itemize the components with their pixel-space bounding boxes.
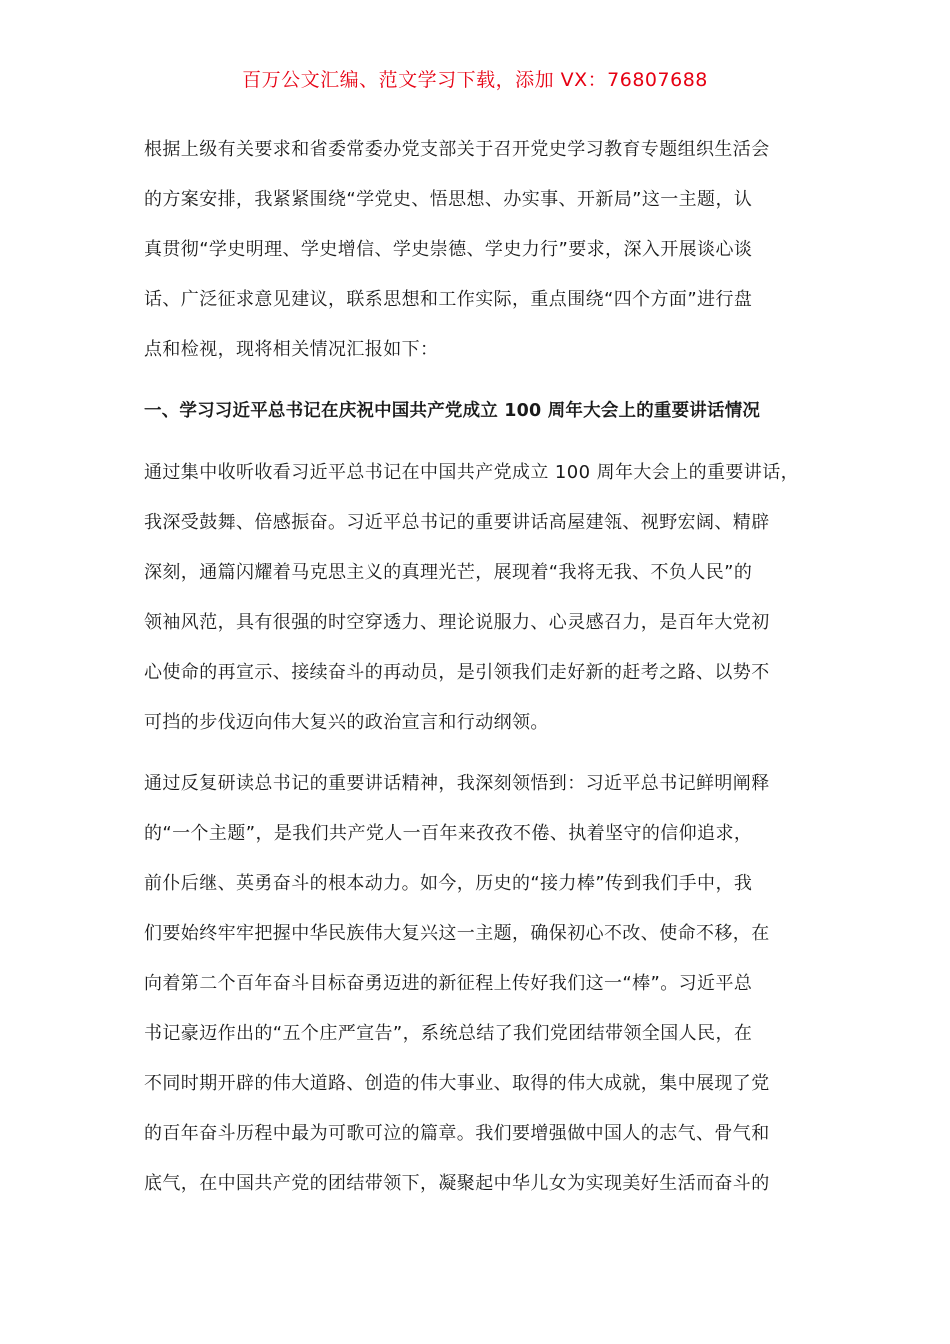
watermark-header: 百万公文汇编、范文学习下载，添加 VX：76807688 (242, 69, 708, 91)
para1-line-2: 我深受鼓舞、倍感振奋。习近平总书记的重要讲话高屋建瓴、视野宏阔、精辟 (144, 512, 770, 533)
para1-line-6: 可挡的步伐迈向伟大复兴的政治宣言和行动纲领。 (144, 712, 549, 733)
para2-line-1: 通过反复研读总书记的重要讲话精神，我深刻领悟到：习近平总书记鲜明阐释 (144, 773, 770, 794)
intro-line-2: 的方案安排，我紧紧围绕“学党史、悟思想、办实事、开新局”这一主题，认 (144, 189, 753, 210)
para2-line-7: 不同时期开辟的伟大道路、创造的伟大事业、取得的伟大成就，集中展现了党 (144, 1073, 770, 1094)
para2-line-4: 们要始终牢牢把握中华民族伟大复兴这一主题，确保初心不改、使命不移，在 (144, 923, 770, 944)
intro-line-1: 根据上级有关要求和省委常委办党支部关于召开党史学习教育专题组织生活会 (144, 139, 770, 160)
intro-line-5: 点和检视，现将相关情况汇报如下： (144, 339, 439, 360)
section-1-heading: 一、学习习近平总书记在庆祝中国共产党成立 100 周年大会上的重要讲话情况 (144, 401, 761, 421)
para2-line-6: 书记豪迈作出的“五个庄严宣告”，系统总结了我们党团结带领全国人民，在 (144, 1023, 753, 1044)
para2-line-2: 的“一个主题”，是我们共产党人一百年来孜孜不倦、执着坚守的信仰追求， (144, 823, 753, 844)
para1-line-3: 深刻，通篇闪耀着马克思主义的真理光芒，展现着“我将无我、不负人民”的 (144, 562, 753, 583)
para1-line-1: 通过集中收听收看习近平总书记在中国共产党成立 100 周年大会上的重要讲话， (144, 462, 799, 483)
para1-line-5: 心使命的再宣示、接续奋斗的再动员，是引领我们走好新的赶考之路、以势不 (144, 662, 770, 683)
para1-line-4: 领袖风范，具有很强的时空穿透力、理论说服力、心灵感召力，是百年大党初 (144, 612, 770, 633)
para2-line-3: 前仆后继、英勇奋斗的根本动力。如今，历史的“接力棒”传到我们手中，我 (144, 873, 753, 894)
para2-line-5: 向着第二个百年奋斗目标奋勇迈进的新征程上传好我们这一“棒”。习近平总 (144, 973, 753, 994)
para2-line-9: 底气，在中国共产党的团结带领下，凝聚起中华儿女为实现美好生活而奋斗的 (144, 1173, 770, 1194)
para2-line-8: 的百年奋斗历程中最为可歌可泣的篇章。我们要增强做中国人的志气、骨气和 (144, 1123, 770, 1144)
intro-line-3: 真贯彻“学史明理、学史增信、学史崇德、学史力行”要求，深入开展谈心谈 (144, 239, 753, 260)
intro-line-4: 话、广泛征求意见建议，联系思想和工作实际，重点围绕“四个方面”进行盘 (144, 289, 753, 310)
